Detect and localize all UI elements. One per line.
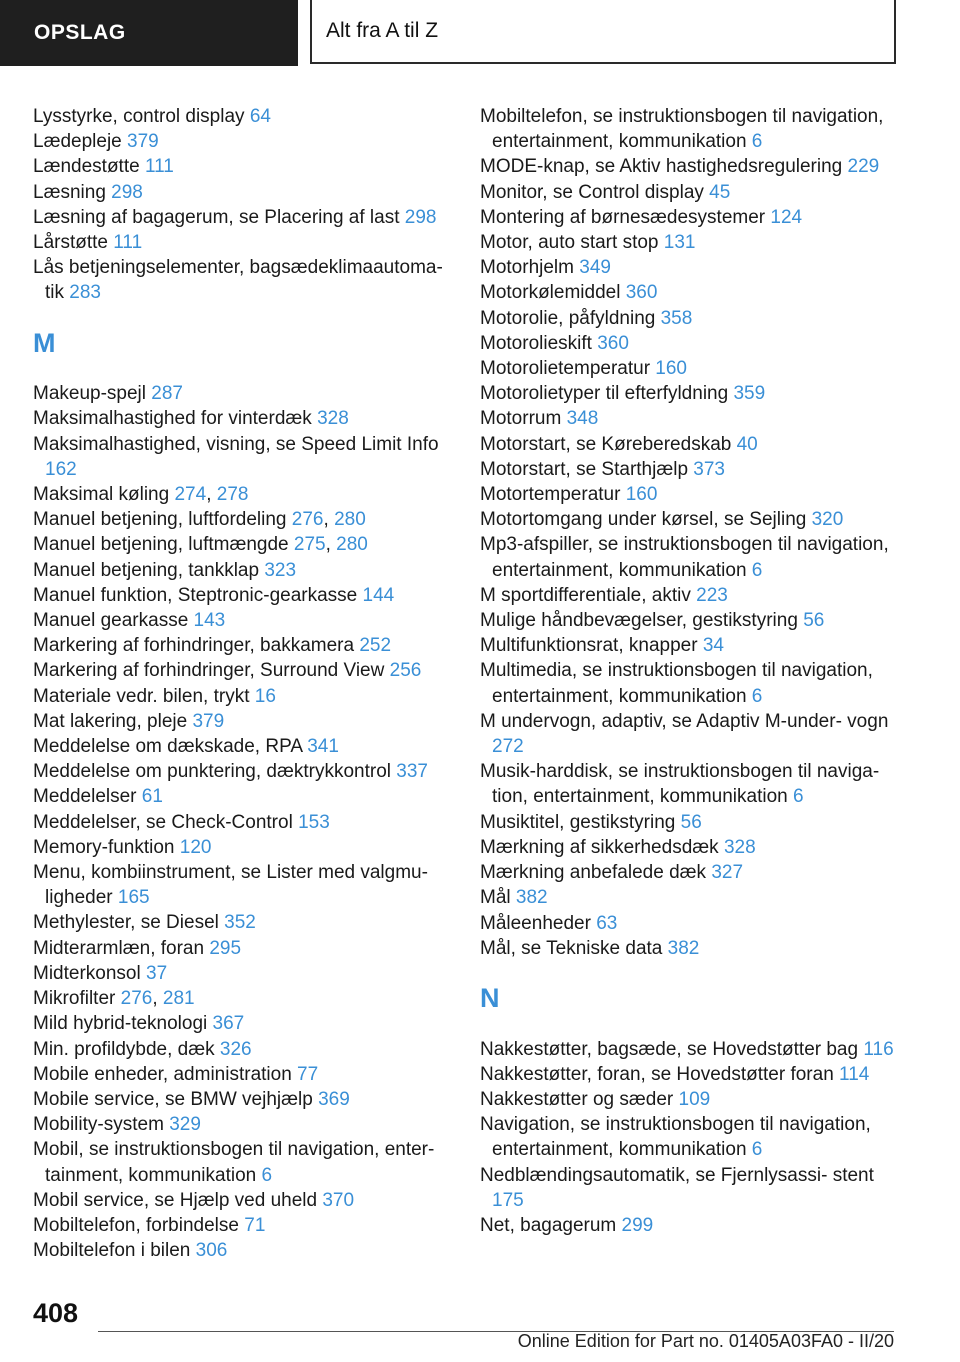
index-entry [33, 1062, 453, 1087]
page-link[interactable]: 281 [162, 988, 195, 1010]
index-entry [33, 1188, 453, 1213]
page-link[interactable]: 358 [660, 307, 693, 329]
index-column-right [480, 104, 900, 1238]
index-entry-term: Nakkestøtter, bagsæde, se Hovedstøtter bag [480, 1038, 864, 1060]
index-entry [33, 810, 453, 835]
page-link[interactable]: 6 [751, 131, 763, 153]
index-entry-term: Mild hybrid-teknologi [33, 1013, 213, 1035]
index-entry [480, 331, 900, 356]
page-link[interactable]: 160 [655, 358, 687, 380]
index-entry-term: Navigation, se instruktionsbogen til navigation, entertainment, kommunikation [480, 1114, 877, 1161]
index-entry [33, 255, 453, 305]
index-entry-term: Manuel betjening, tankklap [33, 559, 265, 581]
index-entry [33, 658, 453, 683]
index-entry-term: Motorkølemiddel [480, 282, 626, 304]
index-entry-term: Lårstøtte [33, 232, 114, 254]
index-entry [33, 230, 453, 255]
page-link[interactable]: 77 [297, 1063, 319, 1085]
index-letter-heading: M [33, 327, 56, 358]
page-link[interactable]: 37 [146, 962, 168, 984]
index-entry [480, 104, 900, 154]
index-entry-term: Monitor, se Control display [480, 181, 710, 203]
page-header [0, 0, 960, 66]
index-entry [480, 381, 900, 406]
index-entry [33, 1238, 453, 1263]
index-entry-term: Memory-funktion [33, 836, 180, 858]
index-entry-term: Musiktitel, gestikstyring [480, 811, 681, 833]
page-link[interactable]: 299 [621, 1214, 654, 1236]
page-link[interactable]: 56 [803, 610, 825, 632]
page-separator: , [152, 988, 163, 1010]
index-entry-term: Lædepleje [33, 131, 128, 153]
index-entry [33, 205, 453, 230]
index-entry-term: Motorolieskift [480, 332, 598, 354]
index-entry [480, 1087, 900, 1112]
page-separator: , [325, 534, 337, 556]
index-entry-term: Midterarmlæn, foran [33, 937, 210, 959]
index-entry-term: Meddelelse om punktering, dæktrykkontrol [33, 761, 397, 783]
index-entry-term: Lændestøtte [33, 156, 145, 178]
index-entry-term: Mærkning anbefalede dæk [480, 862, 712, 884]
index-entry [480, 835, 900, 860]
index-entry [33, 1011, 453, 1036]
index-entry-term: Mål [480, 887, 516, 909]
page-link[interactable]: 109 [678, 1088, 711, 1110]
page-link[interactable]: 280 [336, 534, 368, 556]
index-entry [480, 356, 900, 381]
page-link[interactable]: 274 [174, 484, 207, 506]
page-link[interactable]: 306 [195, 1240, 228, 1262]
index-entry-term: Mobility-system [33, 1114, 170, 1136]
page-link[interactable]: 328 [317, 408, 349, 430]
index-entry-term: Måleenheder [480, 912, 597, 934]
index-entry [33, 482, 453, 507]
index-entry-term: Manuel funktion, Steptronic-gearkasse [33, 584, 363, 606]
page-link[interactable]: 326 [219, 1038, 252, 1060]
index-entry-term: Læsning af bagagerum, se Placering af last [33, 206, 405, 228]
page-link[interactable]: 379 [127, 131, 159, 153]
index-entry-term: Motorhjelm [480, 257, 580, 279]
page-link[interactable]: 359 [733, 383, 766, 405]
chapter-title: Alt fra A til Z [310, 0, 896, 64]
page-link[interactable]: 337 [396, 761, 428, 783]
page-link[interactable]: 120 [179, 836, 212, 858]
index-entry [480, 1062, 900, 1087]
index-entry-term: Mikrofilter [33, 988, 121, 1010]
page-link[interactable]: 327 [711, 862, 744, 884]
index-entry [480, 911, 900, 936]
index-column-left [33, 104, 453, 1263]
index-entry [480, 759, 900, 809]
page-link[interactable]: 256 [389, 660, 422, 682]
index-entry-term: Net, bagagerum [480, 1214, 622, 1236]
index-entry [480, 180, 900, 205]
index-entry-term: Mat lakering, pleje [33, 710, 193, 732]
page-link[interactable]: 252 [359, 635, 392, 657]
index-entry-term: Multifunktionsrat, knapper [480, 635, 703, 657]
index-entry-term: Lås betjeningselementer, bagsædeklimaautoma- tik [33, 257, 449, 304]
index-entry [480, 709, 900, 759]
page-link[interactable]: 143 [193, 610, 226, 632]
page-link[interactable]: 165 [117, 887, 150, 909]
index-entry [480, 633, 900, 658]
page-link[interactable]: 63 [596, 912, 618, 934]
index-entry [480, 280, 900, 305]
index-entry [33, 507, 453, 532]
index-entry-term: Markering af forhindringer, bakkamera [33, 635, 360, 657]
index-letter-heading: N [480, 982, 500, 1013]
index-entry [33, 406, 453, 431]
page-link[interactable]: 349 [579, 257, 611, 279]
page-link[interactable]: 40 [736, 433, 758, 455]
page-link[interactable]: 6 [751, 559, 763, 581]
page-link[interactable]: 298 [111, 181, 143, 203]
index-entry [33, 381, 453, 406]
index-entry [33, 759, 453, 784]
page-link[interactable]: 114 [839, 1063, 870, 1085]
footer-edition: Online Edition for Part no. 01405A03FA0 - II/20 [517, 1331, 894, 1351]
index-entry [480, 860, 900, 885]
index-entry [480, 608, 900, 633]
index-entry [480, 1163, 900, 1213]
index-entry [33, 684, 453, 709]
index-entry [33, 1112, 453, 1137]
page-link[interactable]: 162 [45, 458, 77, 480]
index-entry [480, 306, 900, 331]
index-entry [480, 810, 900, 835]
page-separator: , [323, 509, 335, 531]
index-entry-term: Mobiltelefon, forbindelse [33, 1214, 245, 1236]
page-link[interactable]: 111 [144, 156, 174, 178]
index-entry-term: Meddelelser, se Check-Control [33, 811, 299, 833]
page-link[interactable]: 276 [291, 509, 324, 531]
index-entry-term: Multimedia, se instruktionsbogen til navigation, entertainment, kommunikation [480, 660, 879, 707]
index-entry-term: Montering af børnesædesystemer [480, 206, 771, 228]
index-entry-term: Menu, kombiinstrument, se Lister med valgmu- ligheder [33, 862, 434, 909]
index-entry [480, 154, 900, 179]
index-entry-term: M undervogn, adaptiv, se Adaptiv M-under- vogn [480, 710, 894, 732]
index-entry [33, 1037, 453, 1062]
index-entry [33, 709, 453, 734]
index-entry [33, 432, 453, 482]
index-entry-term: Meddelelser [33, 786, 142, 808]
index-entry [33, 583, 453, 608]
page-link[interactable]: 6 [261, 1164, 273, 1186]
index-entry [480, 457, 900, 482]
index-entry-term: Maksimalhastighed, visning, se Speed Limit Info [33, 433, 444, 455]
index-entry-term: Motorstart, se Køreberedskab [480, 433, 737, 455]
index-entry-term: Lysstyrke, control display [33, 106, 250, 127]
index-entry [480, 255, 900, 280]
index-entry-term: Maksimal køling [33, 484, 175, 506]
page-link[interactable]: 320 [811, 509, 844, 531]
index-entry-term: Mobiltelefon, se instruktionsbogen til navigation, entertainment, kommunikation [480, 106, 889, 153]
page-link[interactable]: 175 [492, 1189, 524, 1211]
page-link[interactable]: 56 [680, 811, 702, 833]
page-link[interactable]: 328 [723, 836, 756, 858]
index-entry-term: Manuel betjening, luftmængde [33, 534, 294, 556]
page-link[interactable]: 287 [151, 383, 183, 405]
index-entry-term: Mulige håndbevægelser, gestikstyring [480, 610, 804, 632]
index-entry [33, 608, 453, 633]
page-link[interactable]: 329 [169, 1114, 201, 1136]
index-entry [480, 205, 900, 230]
index-entry-term: Motortomgang under kørsel, se Sejling [480, 509, 812, 531]
index-entry [480, 406, 900, 431]
index-entry [33, 936, 453, 961]
page-link[interactable]: 352 [224, 912, 256, 934]
index-entry-term: Materiale vedr. bilen, trykt [33, 685, 255, 707]
index-entry [480, 230, 900, 255]
page-link[interactable]: 348 [566, 408, 599, 430]
index-entry-term: Motorrum [480, 408, 567, 430]
index-entry-term: Meddelelse om dækskade, RPA [33, 736, 308, 758]
page-link[interactable]: 160 [625, 484, 658, 506]
index-entry-term: Motorolietemperatur [480, 358, 656, 380]
index-entry [480, 936, 900, 961]
page-link[interactable]: 382 [667, 937, 700, 959]
index-entry-term: Manuel gearkasse [33, 610, 194, 632]
page-link[interactable]: 323 [264, 559, 297, 581]
page-number: 408 [33, 1298, 79, 1328]
page-link[interactable]: 283 [69, 282, 101, 304]
page-link[interactable]: 45 [709, 181, 731, 203]
index-entry [480, 885, 900, 910]
index-entry-term: Mobil service, se Hjælp ved uheld [33, 1189, 323, 1211]
index-entry [33, 1087, 453, 1112]
index-entry-term: Motor, auto start stop [480, 232, 664, 254]
page-link[interactable]: 341 [307, 736, 339, 758]
index-entry [480, 1112, 900, 1162]
index-entry [480, 1037, 900, 1062]
index-entry-term: Nedblændingsautomatik, se Fjernlysassi- stent [480, 1164, 880, 1186]
index-entry-term: Motorstart, se Starthjælp [480, 458, 694, 480]
page-link[interactable]: 379 [192, 710, 225, 732]
page-link[interactable]: 360 [625, 282, 658, 304]
page-link[interactable]: 370 [322, 1189, 355, 1211]
index-entry-term: Mobil, se instruktionsbogen til navigation, enter- tainment, kommunikation [33, 1139, 440, 1186]
page-link[interactable]: 144 [362, 584, 395, 606]
index-entry-term: Nakkestøtter, foran, se Hovedstøtter foran [480, 1063, 840, 1085]
index-entry-term: Motorolie, påfyldning [480, 307, 661, 329]
index-entry-term: Motorolietyper til efterfyldning [480, 383, 734, 405]
index-entry-term: Makeup-spejl [33, 383, 152, 405]
page-link[interactable]: 153 [298, 811, 330, 833]
index-entry-term: Læsning [33, 181, 112, 203]
index-entry-term: Mål, se Tekniske data [480, 937, 668, 959]
index-entry [33, 532, 453, 557]
page-link[interactable]: 111 [113, 232, 143, 254]
index-entry-term: Mp3-afspiller, se instruktionsbogen til navigation, entertainment, kommunikation [480, 534, 895, 581]
page-link[interactable]: 275 [293, 534, 326, 556]
index-entry [480, 1213, 900, 1238]
index-entry-term: Musik-harddisk, se instruktionsbogen til naviga- tion, entertainment, kommunikation [480, 761, 885, 808]
page-link[interactable]: 373 [693, 458, 725, 480]
page-link[interactable]: 223 [696, 584, 728, 606]
index-entry [33, 961, 453, 986]
index-entry [480, 482, 900, 507]
index-entry-term: Min. profildybde, dæk [33, 1038, 220, 1060]
index-entry [480, 583, 900, 608]
page-link[interactable]: 272 [492, 736, 524, 758]
page-link[interactable]: 61 [141, 786, 163, 808]
index-entry [33, 558, 453, 583]
index-entry-term: Motortemperatur [480, 484, 626, 506]
index-entry [480, 507, 900, 532]
index-entry-term: Nakkestøtter og sæder [480, 1088, 679, 1110]
index-entry-term: Methylester, se Diesel [33, 912, 225, 934]
index-entry [33, 154, 453, 179]
page-link[interactable]: 369 [318, 1088, 350, 1110]
index-entry-term: Mobile service, se BMW vejhjælp [33, 1088, 319, 1110]
index-entry-term: M sportdifferentiale, aktiv [480, 584, 697, 606]
page-link[interactable]: 295 [209, 937, 242, 959]
page-separator: , [206, 484, 217, 506]
index-entry [33, 835, 453, 860]
index-entry-term: Mærkning af sikkerhedsdæk [480, 836, 724, 858]
page-link[interactable]: 280 [334, 509, 366, 531]
page-link[interactable]: 71 [244, 1214, 266, 1236]
page-link[interactable]: 278 [216, 484, 249, 506]
index-entry [33, 734, 453, 759]
index-entry-term: Mobiltelefon i bilen [33, 1240, 196, 1262]
page-link[interactable]: 34 [702, 635, 724, 657]
index-entry [33, 129, 453, 154]
index-entry [33, 910, 453, 935]
page-link[interactable]: 16 [254, 685, 276, 707]
page-link[interactable]: 367 [212, 1013, 245, 1035]
index-entry-term: Markering af forhindringer, Surround View [33, 660, 390, 682]
index-entry [33, 1137, 453, 1187]
page-link[interactable]: 124 [770, 206, 803, 228]
page-link[interactable]: 131 [663, 232, 696, 254]
page-link[interactable]: 382 [515, 887, 548, 909]
section-tab: OPSLAG [0, 0, 298, 66]
page-link[interactable]: 6 [793, 786, 804, 808]
index-entry-term: Midterkonsol [33, 962, 146, 984]
index-entry-term: Maksimalhastighed for vinterdæk [33, 408, 318, 430]
index-entry [480, 658, 900, 708]
page-link[interactable]: 298 [404, 206, 437, 228]
index-entry-term: MODE-knap, se Aktiv hastighedsregulering [480, 156, 848, 178]
index-entry [33, 104, 453, 129]
index-entry-term: Manuel betjening, luftfordeling [33, 509, 292, 531]
index-entry [33, 860, 453, 910]
page-link[interactable]: 360 [597, 332, 629, 354]
index-entry [480, 532, 900, 582]
page-link[interactable]: 6 [751, 685, 763, 707]
index-entry [33, 784, 453, 809]
page-link[interactable]: 6 [751, 1139, 763, 1161]
index-entry [480, 432, 900, 457]
page-link[interactable]: 276 [120, 988, 153, 1010]
index-entry [33, 633, 453, 658]
index-entry [33, 1213, 453, 1238]
page-link[interactable]: 229 [847, 156, 880, 178]
page-link[interactable]: 116 [863, 1038, 894, 1060]
page-link[interactable]: 64 [249, 106, 271, 127]
index-entry [33, 180, 453, 205]
index-entry [33, 986, 453, 1011]
index-entry-term: Mobile enheder, administration [33, 1063, 298, 1085]
